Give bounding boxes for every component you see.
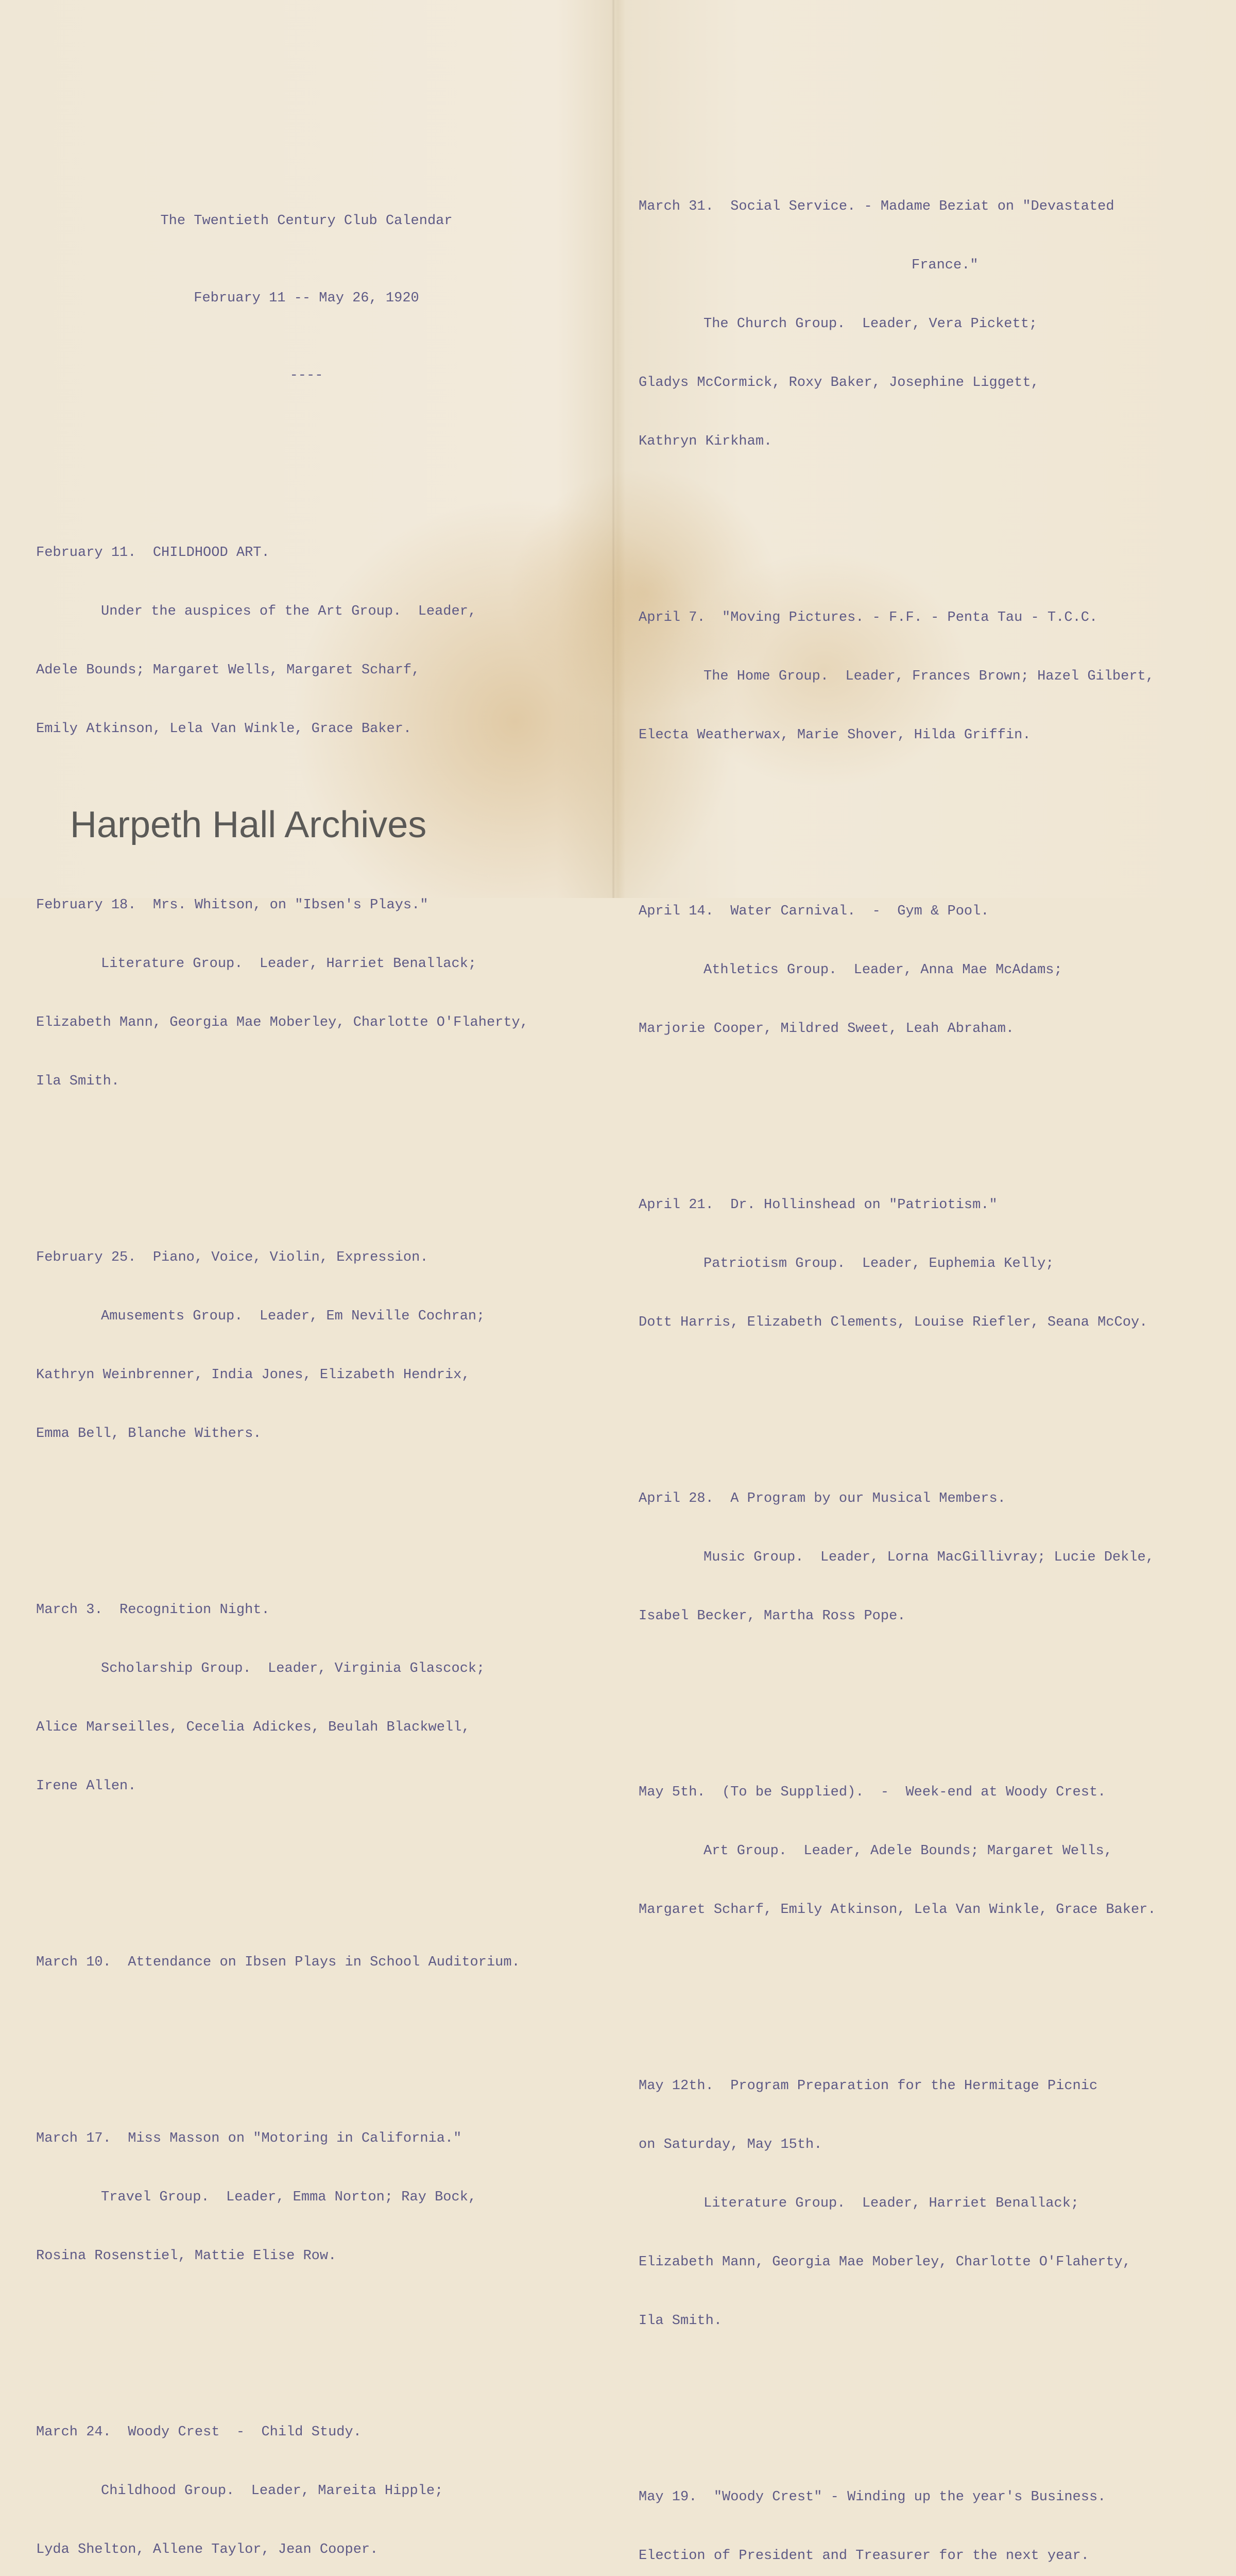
calendar-entry [639,1450,1231,1665]
entry-date-line: March 31. Social Service. - Madame Beziat on "Devastated [639,199,1114,214]
calendar-entry [36,1209,603,1483]
entry-members: Emma Bell, Blanche Withers. [36,1426,262,1442]
entry-members: Kathryn Weinbrenner, India Jones, Elizabeth Hendrix, [36,1367,470,1383]
entry-members: Margaret Scharf, Emily Atkinson, Lela Van Winkle, Grace Baker. [639,1902,1156,1918]
entry-group-line: Patriotism Group. Leader, Euphemia Kelly; [703,1256,1054,1272]
entry-members: Ila Smith. [36,1074,120,1089]
entry-date-line: May 12th. Program Preparation for the Hermitage Picnic [639,2078,1098,2094]
entry-group-line: Childhood Group. Leader, Mareita Hipple; [101,2483,443,2499]
entry-members: Kathryn Kirkham. [639,434,772,449]
entry-date-line: April 14. Water Carnival. - Gym & Pool. [639,904,989,919]
entry-group-line: The Church Group. Leader, Vera Pickett; [703,316,1038,332]
calendar-entry [36,856,603,1130]
entry-members: Gladys McCormick, Roxy Baker, Josephine Liggett, [639,375,1039,391]
entry-members: Isabel Becker, Martha Ross Pope. [639,1608,906,1624]
entry-members: Adele Bounds; Margaret Wells, Margaret Scharf, [36,663,420,678]
entry-group-line: Literature Group. Leader, Harriet Benallack; [703,2196,1079,2211]
entry-group-line: Amusements Group. Leader, Em Neville Cochran; [101,1309,485,1324]
entry-date-line: May 5th. (To be Supplied). - Week-end at Woody Crest. [639,1785,1106,1800]
entry-group-line: Athletics Group. Leader, Anna Mae McAdams; [703,962,1062,978]
calendar-header [36,172,577,445]
entry-members: Irene Allen. [36,1778,136,1794]
entry-continuation: on Saturday, May 15th. [639,2137,822,2153]
entry-members: Elizabeth Mann, Georgia Mae Moberley, Charlotte O'Flaherty, [639,2255,1131,2270]
entry-members: Dott Harris, Elizabeth Clements, Louise Riefler, Seana McCoy. [639,1315,1148,1330]
archive-watermark: Harpeth Hall Archives [70,804,427,845]
entry-group-line: The Home Group. Leader, Frances Brown; Hazel Gilbert, [703,669,1154,684]
calendar-entry [639,2037,1231,2370]
calendar-entry [639,158,1231,490]
entry-members: Rosina Rosenstiel, Mattie Elise Row. [36,2248,337,2264]
calendar-entry [36,504,603,778]
calendar-dates: February 11 -- May 26, 1920 [194,291,419,306]
calendar-entry [639,2448,1231,2576]
entry-members: Ila Smith. [639,2313,723,2329]
entry-date-line: April 21. Dr. Hollinshead on "Patriotism." [639,1197,998,1213]
entry-date-line: February 18. Mrs. Whitson, on "Ibsen's Plays." [36,897,428,913]
entry-extra-line: Election of President and Treasurer for the next year. [639,2548,1089,2564]
entry-date-line: February 25. Piano, Voice, Violin, Expression. [36,1250,428,1265]
entry-date-line: April 28. A Program by our Musical Members. [639,1491,1006,1506]
entry-members: Marjorie Cooper, Mildred Sweet, Leah Abraham. [639,1021,1015,1037]
entry-date-line: March 3. Recognition Night. [36,1602,270,1618]
calendar-entry [36,1913,603,2011]
calendar-entry [639,569,1231,784]
right-column [639,118,1231,2576]
calendar-entry [639,1156,1231,1371]
entry-group-line: Art Group. Leader, Adele Bounds; Margaret Wells, [703,1843,1112,1859]
calendar-entry [36,2090,603,2305]
entry-members: Elizabeth Mann, Georgia Mae Moberley, Charlotte O'Flaherty, [36,1015,528,1030]
entry-continuation: France." [912,258,978,273]
calendar-entry [36,2383,603,2576]
calendar-entry [639,1743,1231,1959]
entry-members: Emily Atkinson, Lela Van Winkle, Grace Baker. [36,721,412,737]
entry-date-line: April 7. "Moving Pictures. - F.F. - Penta Tau - T.C.C. [639,610,1098,625]
entry-date-line: February 11. CHILDHOOD ART. [36,545,270,561]
entry-date-line: May 19. "Woody Crest" - Winding up the year's Business. [639,2489,1106,2505]
entry-group-line: Literature Group. Leader, Harriet Benallack; [101,956,477,972]
calendar-entry [639,862,1231,1078]
entry-group-line: Music Group. Leader, Lorna MacGillivray; Lucie Dekle, [703,1550,1154,1565]
header-rule: ---- [289,368,323,383]
calendar-entry [36,1561,603,1835]
entry-group-line: Under the auspices of the Art Group. Leader, [101,604,477,619]
entry-group-line: Travel Group. Leader, Emma Norton; Ray Bock, [101,2190,477,2205]
entry-date-line: March 24. Woody Crest - Child Study. [36,2425,362,2440]
entry-group-line: Scholarship Group. Leader, Virginia Glascock; [101,1661,485,1676]
center-fold [612,0,615,898]
left-column [36,133,603,2576]
calendar-title: The Twentieth Century Club Calendar [160,213,453,229]
entry-date-line: March 17. Miss Masson on "Motoring in California." [36,2131,462,2146]
entry-date-line: March 10. Attendance on Ibsen Plays in School Auditorium. [36,1955,520,1970]
entry-members: Alice Marseilles, Cecelia Adickes, Beulah Blackwell, [36,1720,470,1735]
entry-members: Lyda Shelton, Allene Taylor, Jean Cooper. [36,2542,379,2557]
entry-members: Electa Weatherwax, Marie Shover, Hilda Griffin. [639,727,1031,743]
